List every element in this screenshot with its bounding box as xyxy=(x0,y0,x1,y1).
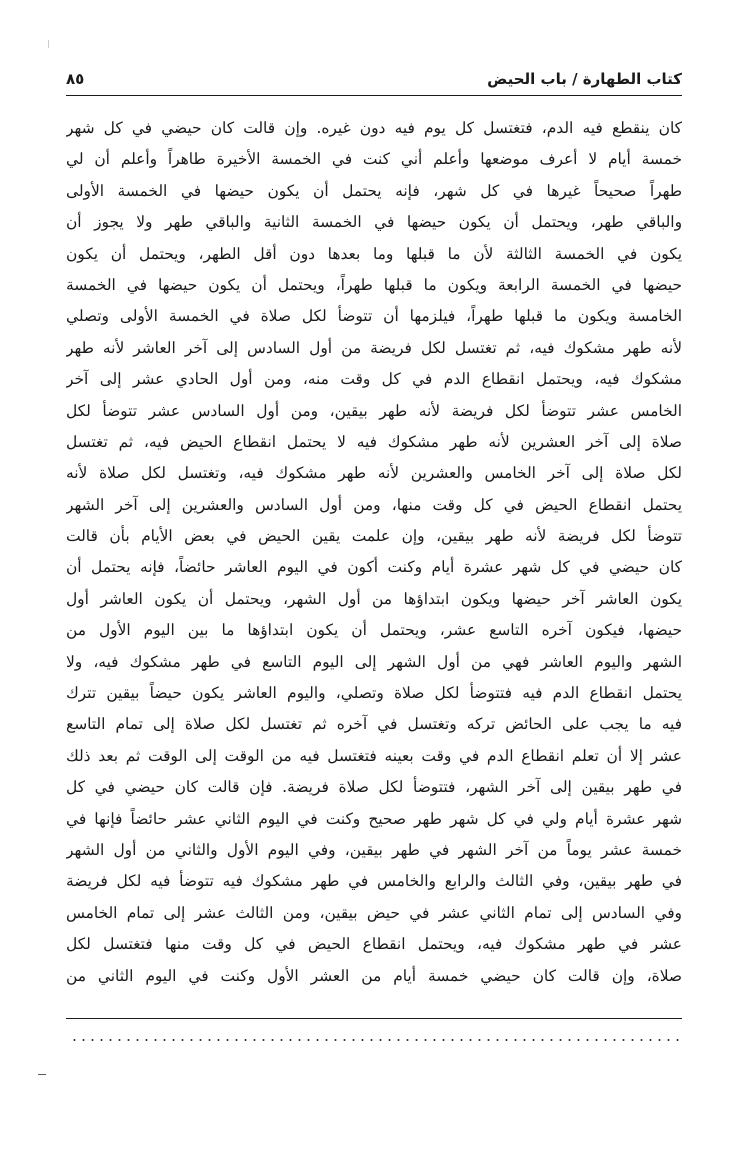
text-line: كان حيضي في كل شهر عشرة أيام وكنت أكون في اليوم العاشر حائضاً، فإنه يحتمل أن xyxy=(66,558,682,577)
text-line: عشر إلا أن تعلم انقطاع الدم في وقت بعينه فتغتسل فيه من الوقت إلى الوقت ثم بعد ذلك xyxy=(66,746,682,765)
text-line: لأنه طهر مشكوك فيه، ثم تغتسل لكل فريضة من أول السادس إلى آخر العاشر لأنه طهر xyxy=(66,338,682,357)
text-line: خمسة أيام لا أعرف موضعها وأعلم أني كنت في الخمسة الأخيرة طاهراً وأعلم أن لي xyxy=(66,150,682,169)
text-line: الشهر واليوم العاشر فهي من أول الشهر إلى اليوم التاسع في طهر مشكوك فيه، ولا xyxy=(66,652,682,671)
text-line: في طهر بيقين، وفي الثالث والرابع والخامس في طهر مشكوك فيه تتوضأ فيه لكل فريضة xyxy=(66,872,682,891)
text-line: الخامس عشر تتوضأ لكل فريضة لأنه طهر بيقين، ومن أول السادس عشر تتوضأ لكل xyxy=(66,401,682,420)
text-line: تتوضأ لكل فريضة لأنه طهر بيقين، وإن علمت يقين الحيض في بعض الأيام بأن قالت xyxy=(66,527,682,546)
page-number: ٨٥ xyxy=(66,70,85,88)
text-line: فيه ما يجب على الحائض تركه وتغتسل في آخره ثم تغتسل لكل صلاة إلى تمام التاسع xyxy=(66,715,682,734)
text-line: يكون في الخمسة الثالثة لأن ما قبلها وما بعدها دون أقل الطهر، ويحتمل أن يكون xyxy=(66,244,682,263)
text-line: وفي السادس إلى تمام الثاني عشر في حيض بيقين، ومن الثالث عشر إلى تمام الخامس xyxy=(66,903,682,922)
dotted-footnote-line xyxy=(70,1034,680,1046)
text-line: حيضها، فيكون آخره التاسع عشر، ويحتمل أن يكون ابتداؤها ما بين اليوم الأول من xyxy=(66,621,682,640)
running-header xyxy=(66,68,682,92)
text-line: صلاة إلى آخر العشرين لأنه طهر مشكوك فيه لا يحتمل انقطاع الحيض فيه، ثم تغتسل xyxy=(66,432,682,451)
text-line: في طهر بيقين إلى آخر الشهر، فتتوضأ لكل صلاة فريضة. فإن قالت كان حيضي في كل xyxy=(66,778,682,797)
body-text xyxy=(66,113,682,992)
margin-speck xyxy=(48,40,49,48)
text-line: حيضها في الخمسة الرابعة ويكون ما قبلها طهراً، ويحتمل أن يكون حيضها في الخمسة xyxy=(66,275,682,294)
margin-tick xyxy=(38,1074,46,1075)
text-line: والباقي طهر، ويحتمل أن يكون حيضها في الخمسة الثانية والباقي طهر ولا يجوز أن xyxy=(66,213,682,232)
footnote-separator xyxy=(66,1018,682,1019)
text-line: شهر عشرة أيام ولي في كل شهر طهر صحيح وكنت في اليوم الثاني عشر حائضاً فإنها في xyxy=(66,809,682,828)
text-line: مشكوك فيه، ويحتمل انقطاع الدم في كل وقت منه، ومن أول الحادي عشر إلى آخر xyxy=(66,370,682,389)
text-line: يحتمل انقطاع الدم فيه فتتوضأ لكل صلاة وتصلي، واليوم العاشر يكون حيضاً بيقين تترك xyxy=(66,684,682,703)
text-line: صلاة، وإن قالت كان حيضي خمسة أيام من العشر الأول وكنت في اليوم الثاني من xyxy=(66,966,682,985)
text-line: يحتمل انقطاع الحيض في كل وقت منها، ومن أول السادس والعشرين إلى آخر الشهر xyxy=(66,495,682,514)
text-line: عشر في طهر مشكوك فيه، ويحتمل انقطاع الحيض في كل وقت منها فتغتسل لكل xyxy=(66,935,682,954)
text-line: طهراً صحيحاً غيرها في كل شهر، فإنه يحتمل أن يكون حيضها في الخمسة الأولى xyxy=(66,181,682,200)
text-line: الخامسة ويكون ما قبلها طهراً، فيلزمها أن تتوضأ لكل صلاة في الخمسة الأولى وتصلي xyxy=(66,307,682,326)
text-line: يكون العاشر آخر حيضها ويكون ابتداؤها من أول الشهر، ويحتمل أن يكون العاشر أول xyxy=(66,589,682,608)
text-line: كان ينقطع فيه الدم، فتغتسل كل يوم فيه دون غيره. وإن قالت كان حيضي في كل شهر xyxy=(66,119,682,137)
text-line: خمسة عشر يوماً من آخر الشهر في طهر بيقين، وفي اليوم الأول والثاني من أول الشهر xyxy=(66,840,682,859)
running-title: كتاب الطهارة / باب الحيض xyxy=(487,70,682,88)
text-line: لكل صلاة إلى آخر الخامس والعشرين لأنه طهر مشكوك فيه، وتغتسل لكل صلاة لأنه xyxy=(66,464,682,483)
header-rule xyxy=(66,95,682,96)
